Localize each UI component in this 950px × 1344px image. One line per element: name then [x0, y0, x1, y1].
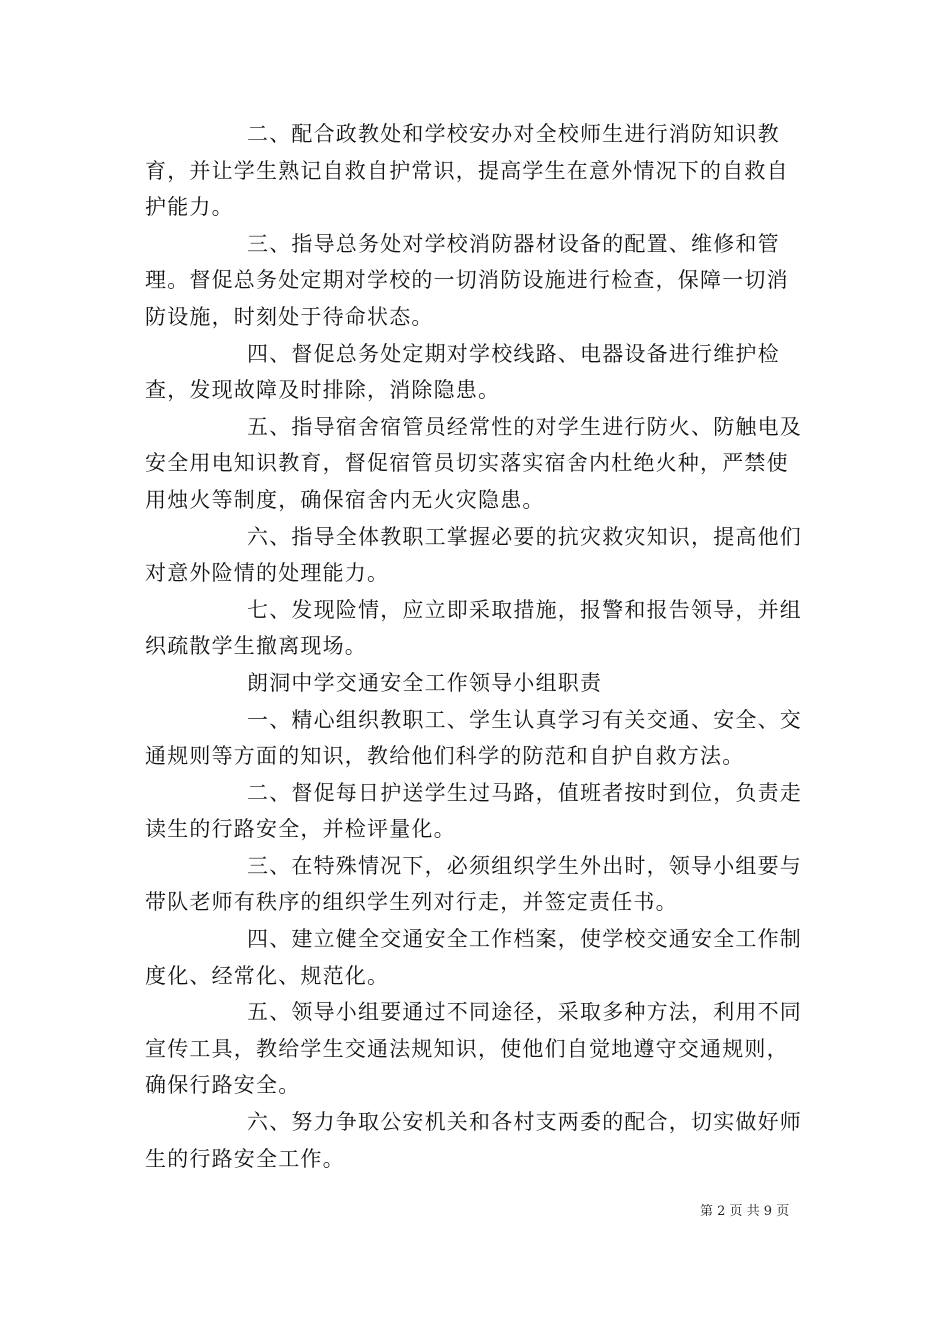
paragraph-fire-equipment: 三、指导总务处对学校消防器材设备的配置、维修和管理。督促总务处定期对学校的一切消防设施进行检查，保障一切消防设施，时刻处于待命状态。 [145, 231, 789, 329]
paragraph-disaster-knowledge: 六、指导全体教职工掌握必要的抗灾救灾知识，提高他们对意外险情的处理能力。 [145, 524, 802, 586]
paragraph-traffic-study: 一、精心组织教职工、学生认真学习有关交通、安全、交通规则等方面的知识，教给他们科学的防范和自护自救方法。 [145, 707, 802, 769]
paragraph-traffic-records: 四、建立健全交通安全工作档案，使学校交通安全工作制度化、经常化、规范化。 [145, 927, 802, 988]
paragraph-dormitory-safety: 五、指导宿舍宿管员经常性的对学生进行防火、防触电及安全用电知识教育，督促宿管员切实落实宿舍内杜绝火种，严禁使用烛火等制度，确保宿舍内无火灾隐患。 [145, 414, 802, 512]
paragraph-outing-supervision: 三、在特殊情况下，必须组织学生外出时，领导小组要与带队老师有秩序的组织学生列对行走，并签定责任书。 [145, 853, 802, 915]
paragraph-police-cooperation: 六、努力争取公安机关和各村支两委的配合，切实做好师生的行路安全工作。 [145, 1110, 802, 1171]
paragraph-emergency-response: 七、发现险情，应立即采取措施，报警和报告领导，并组织疏散学生撤离现场。 [145, 597, 802, 659]
paragraph-wiring-inspection: 四、督促总务处定期对学校线路、电器设备进行维护检查，发现故障及时排除，消除隐患。 [145, 341, 780, 403]
document-body [145, 116, 805, 1177]
paragraph-traffic-publicity: 五、领导小组要通过不同途径，采取多种方法，利用不同宣传工具，教给学生交通法规知识，使他们自觉地遵守交通规则，确保行路安全。 [145, 1000, 802, 1098]
page-number-footer: 第 2 页 共 9 页 [700, 1204, 790, 1219]
paragraph-fire-education: 二、配合政教处和学校安办对全校师生进行消防知识教育，并让学生熟记自救自护常识，提高学生在意外情况下的自救自护能力。 [145, 122, 789, 220]
paragraph-road-escort: 二、督促每日护送学生过马路，值班者按时到位，负责走读生的行路安全，并检评量化。 [145, 780, 802, 842]
section-heading-traffic-safety: 朗洞中学交通安全工作领导小组职责 [247, 670, 603, 695]
